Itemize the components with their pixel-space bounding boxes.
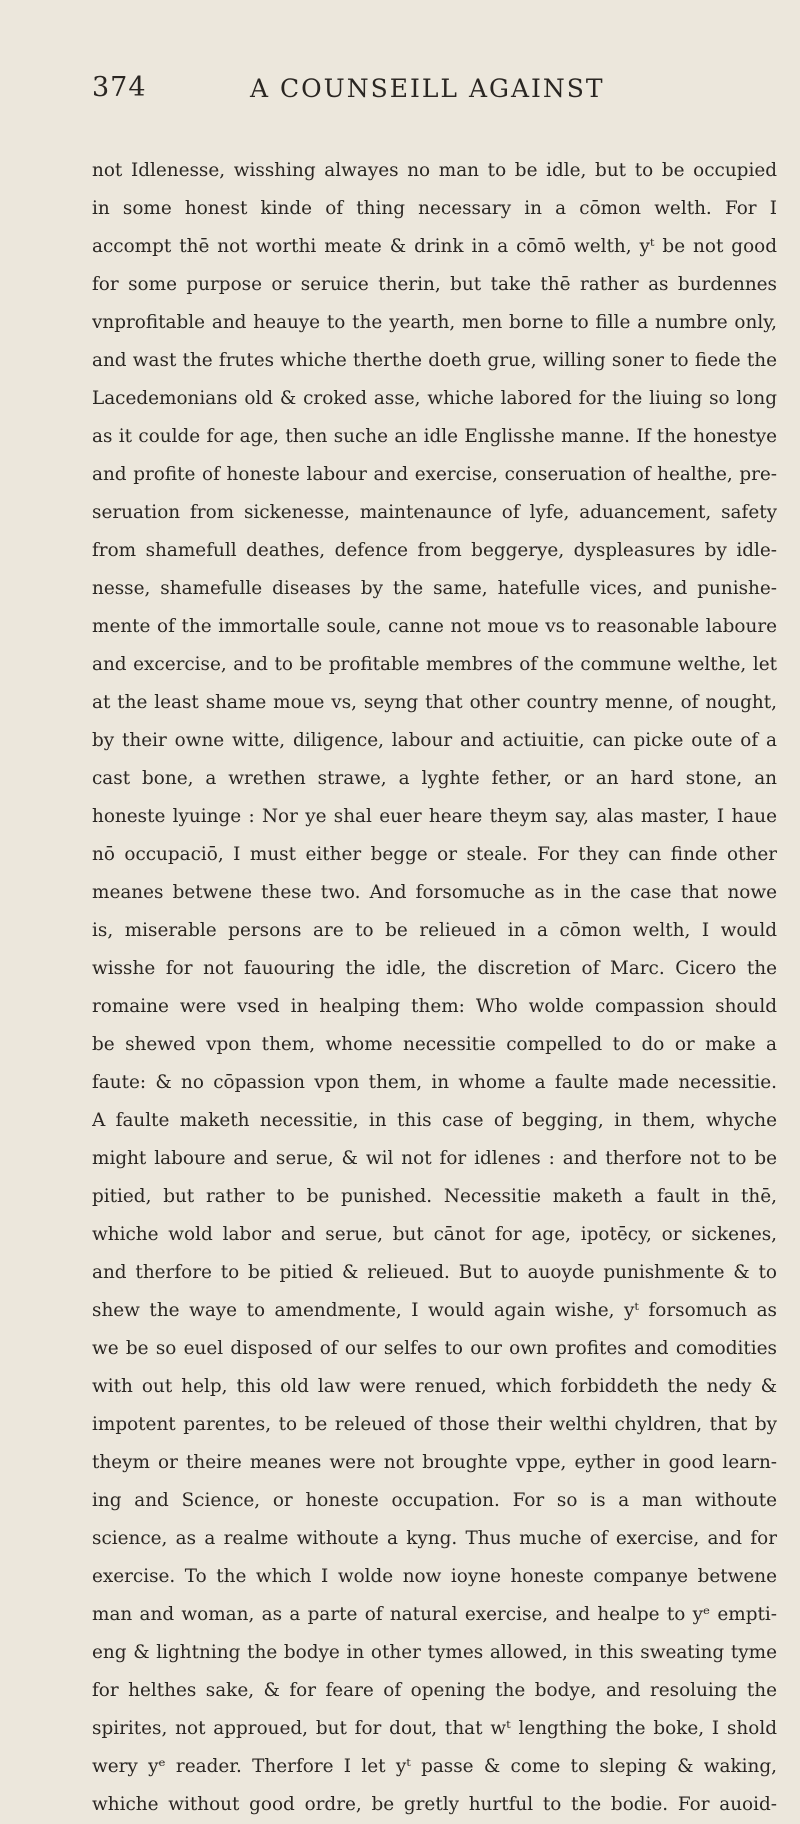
text-line: for some purpose or seruice therin, but take thē rather as burdennes: [92, 274, 777, 295]
text-line: is, miserable persons are to be relieued in a cōmon welth, I would: [92, 920, 777, 941]
text-line: and excercise, and to be profitable membres of the commune welthe, let: [92, 654, 777, 675]
text-line: accompt thē not worthi meate & drink in a cōmō welth, yᵗ be not good: [92, 236, 777, 257]
text-line: honeste lyuinge : Nor ye shal euer heare theym say, alas master, I haue: [92, 806, 777, 827]
text-line: A faulte maketh necessitie, in this case of begging, in them, whyche: [92, 1110, 777, 1131]
text-line: romaine were vsed in healping them: Who wolde compassion should: [92, 996, 777, 1017]
text-line: faute: & no cōpassion vpon them, in whome a faulte made necessitie.: [92, 1072, 777, 1093]
text-line: as it coulde for age, then suche an idle Englisshe manne. If the honestye: [92, 426, 777, 447]
text-line: from shamefull deathes, defence from beggerye, dyspleasures by idle-: [92, 540, 777, 561]
text-line: and profite of honeste labour and exercise, conseruation of healthe, pre-: [92, 464, 777, 485]
text-line: seruation from sickenesse, maintenaunce of lyfe, aduancement, safety: [92, 502, 777, 523]
text-line: with out help, this old law were renued, which forbiddeth the nedy &: [92, 1376, 777, 1397]
text-line: pitied, but rather to be punished. Necessitie maketh a fault in thē,: [92, 1186, 777, 1207]
running-head: A COUNSEILL AGAINST: [250, 74, 605, 103]
text-line: wisshe for not fauouring the idle, the discretion of Marc. Cicero the: [92, 958, 777, 979]
text-line: be shewed vpon them, whome necessitie compelled to do or make a: [92, 1034, 777, 1055]
text-line: might laboure and serue, & wil not for idlenes : and therfore not to be: [92, 1148, 777, 1169]
text-line: we be so euel disposed of our selfes to our own profites and comodities: [92, 1338, 777, 1359]
text-line: eng & lightning the bodye in other tymes allowed, in this sweating tyme: [92, 1642, 777, 1663]
text-line: by their owne witte, diligence, labour and actiuitie, can picke oute of a: [92, 730, 777, 751]
text-line: shew the waye to amendmente, I would again wishe, yᵗ forsomuch as: [92, 1300, 777, 1321]
text-line: man and woman, as a parte of natural exercise, and healpe to yᵉ empti-: [92, 1604, 777, 1625]
text-line: meanes betwene these two. And forsomuche as in the case that nowe: [92, 882, 777, 903]
text-line: cast bone, a wrethen strawe, a lyghte fether, or an hard stone, an: [92, 768, 777, 789]
text-line: whiche wold labor and serue, but cānot for age, ipotēcy, or sickenes,: [92, 1224, 777, 1245]
text-line: nesse, shamefulle diseases by the same, hatefulle vices, and punishe-: [92, 578, 777, 599]
text-line: wery yᵉ reader. Therfore I let yᵗ passe & come to sleping & waking,: [92, 1756, 777, 1777]
text-line: whiche without good ordre, be gretly hurtful to the bodie. For auoid-: [92, 1794, 777, 1815]
text-line: not Idlenesse, wisshing alwayes no man to be idle, but to be occupied: [92, 160, 777, 181]
text-line: exercise. To the which I wolde now ioyne honeste companye betwene: [92, 1566, 777, 1587]
text-line: mente of the immortalle soule, canne not moue vs to reasonable laboure: [92, 616, 777, 637]
text-line: nō occupaciō, I must either begge or steale. For they can finde other: [92, 844, 777, 865]
body-text: [92, 152, 777, 1824]
text-line: theym or theire meanes were not broughte vppe, eyther in good learn-: [92, 1452, 777, 1473]
text-line: for helthes sake, & for feare of opening the bodye, and resoluing the: [92, 1680, 777, 1701]
text-line: at the least shame moue vs, seyng that other country menne, of nought,: [92, 692, 777, 713]
text-line: in some honest kinde of thing necessary in a cōmon welth. For I: [92, 198, 777, 219]
page-header: [92, 72, 772, 112]
text-line: ing and Science, or honeste occupation. For so is a man withoute: [92, 1490, 777, 1511]
page-number: 374: [92, 72, 147, 103]
text-line: Lacedemonians old & croked asse, whiche labored for the liuing so long: [92, 388, 777, 409]
text-line: vnprofitable and heauye to the yearth, men borne to fille a numbre only,: [92, 312, 777, 333]
text-line: impotent parentes, to be releued of those their welthi chyldren, that by: [92, 1414, 777, 1435]
text-line: science, as a realme withoute a kyng. Thus muche of exercise, and for: [92, 1528, 777, 1549]
text-line: spirites, not approued, but for dout, that wᵗ lengthing the boke, I shold: [92, 1718, 777, 1739]
text-line: and wast the frutes whiche therthe doeth grue, willing soner to fiede the: [92, 350, 777, 371]
text-line: and therfore to be pitied & relieued. But to auoyde punishmente & to: [92, 1262, 777, 1283]
